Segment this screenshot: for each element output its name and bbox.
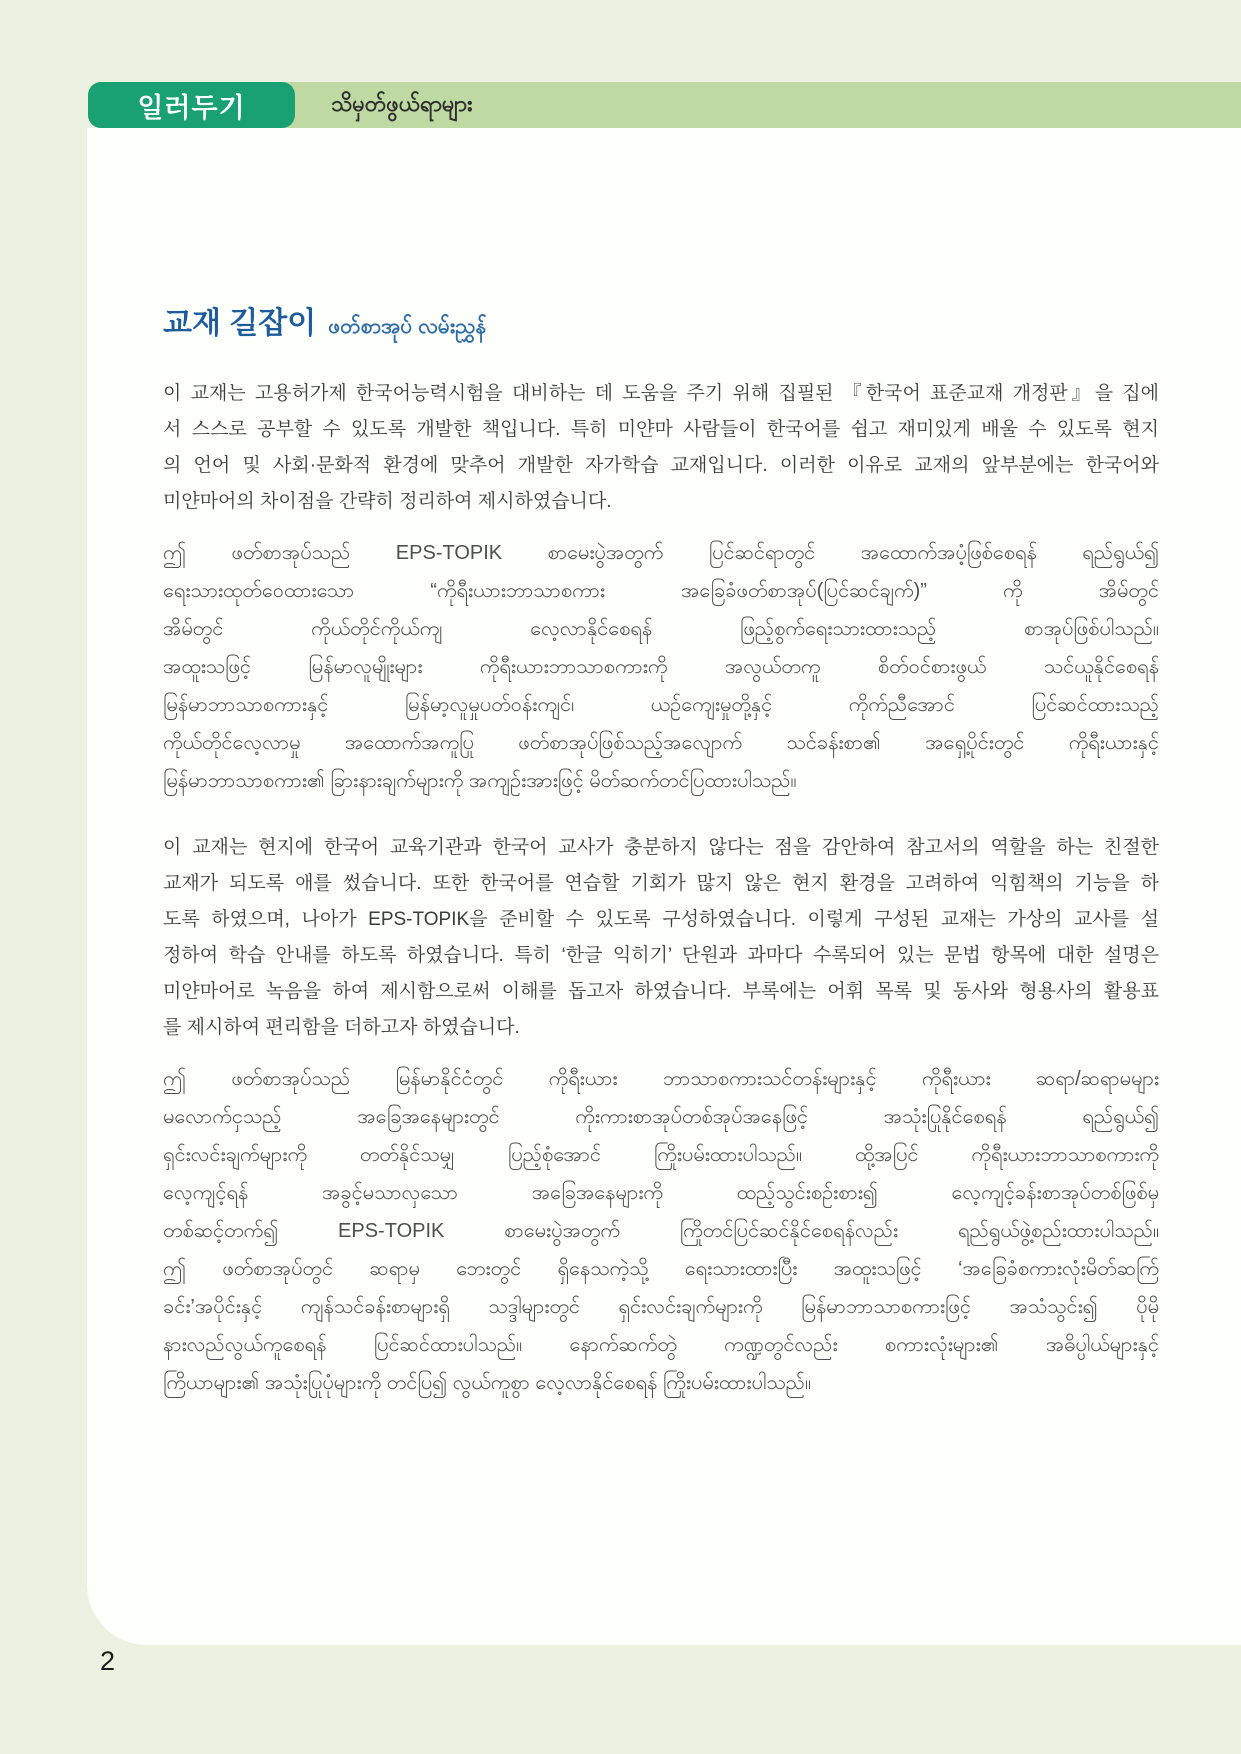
text-line: လေ့ကျင့်ရန် အခွင့်မသာလှသော အခြေအနေများကို ထည့်သွင်းစဉ်းစား၍ လေ့ကျင့်ခန်းစာအုပ်တစ်ဖြစ်မှ	[163, 1182, 1159, 1204]
header-band	[88, 82, 1241, 128]
text-line: 도록 하였으며, 나아가 EPS-TOPIK을 준비할 수 있도록 구성하였습니다. 이렇게 구성된 교재는 가상의 교사를 설	[163, 909, 1159, 930]
text-line: ဤ ဖတ်စာအုပ်သည် မြန်မာနိုင်ငံတွင် ကိုရီးယား ဘာသာစကားသင်တန်းများနှင့် ကိုရီးယား ဆရာ/ဆရာမများ	[163, 1068, 1159, 1090]
text-line: ရေးသားထုတ်ဝေထားသော “ကိုရီးယားဘာသာစကား အခြေခံဖတ်စာအုပ်(ပြင်ဆင်ချက်)” ကို အိမ်တွင်	[163, 580, 1159, 602]
text-line: 이 교재는 고용허가제 한국어능력시험을 대비하는 데 도움을 주기 위해 집필된 『한국어 표준교재 개정판』을 집에	[163, 383, 1159, 404]
text-line: 를 제시하여 편리함을 더하고자 하였습니다.	[163, 1017, 520, 1038]
text-line: နားလည်လွယ်ကူစေရန် ပြင်ဆင်ထားပါသည်။ နောက်ဆက်တွဲ ကဏ္ဍတွင်လည်း စကားလုံးများ၏ အဓိပ္ပါယ်များနှင့်	[163, 1334, 1159, 1356]
text-line: 의 언어 및 사회·문화적 환경에 맞추어 개발한 자가학습 교재입니다. 이러한 이유로 교재의 앞부분에는 한국어와	[163, 455, 1159, 476]
text-line: ကြိယာများ၏ အသုံးပြုပုံများကို တင်ပြ၍ လွယ်ကူစွာ လေ့လာနိုင်စေရန် ကြိုးပမ်းထားပါသည်။	[163, 1372, 812, 1394]
header-tab-label: 일러두기	[137, 92, 246, 123]
doc-title	[163, 298, 1159, 344]
paragraph-burmese-1	[163, 534, 1159, 800]
text-line: 미얀마어로 녹음을 하여 제시함으로써 이해를 돕고자 하였습니다. 부록에는 어휘 목록 및 동사와 형용사의 활용표	[163, 981, 1159, 1002]
header-subtitle: သိမှတ်ဖွယ်ရာများ	[331, 90, 473, 116]
paragraph-burmese-2	[163, 1060, 1159, 1402]
text-line: ကိုယ်တိုင်လေ့လာမှု အထောက်အကူပြု ဖတ်စာအုပ်ဖြစ်သည့်အလျောက် သင်ခန်းစာ၏ အရှေ့ပိုင်းတွင် ကိုရီးယားနှင့်	[163, 732, 1159, 754]
text-line: ဤ ဖတ်စာအုပ်တွင် ဆရာမှ ဘေးတွင် ရှိနေသကဲ့သို့ ရေးသားထားပြီး အထူးသဖြင့် ‘အခြေခံစကားလုံးမိတ်ဆက်ြ	[163, 1258, 1159, 1280]
header-tab	[88, 82, 295, 128]
doc-title-korean: 교재 길잡이	[163, 307, 317, 340]
text-line: မြန်မာဘာသာစကားနှင့် မြန်မာ့လူမှုပတ်ဝန်းကျင်၊ ယဉ်ကျေးမှုတို့နှင့် ကိုက်ညီအောင် ပြင်ဆင်ထားသည့်	[163, 694, 1159, 716]
text-line: အထူးသဖြင့် မြန်မာလူမျိုးများ ကိုရီးယားဘာသာစကားကို အလွယ်တကူ စိတ်ဝင်စားဖွယ် သင်ယူနိုင်စေရန်	[163, 656, 1159, 678]
text-line: မြန်မာဘာသာစကား၏ ခြားနားချက်များကို အကျဉ်းအားဖြင့် မိတ်ဆက်တင်ပြထားပါသည်။	[163, 770, 797, 792]
paragraph-korean-1	[163, 376, 1159, 520]
paragraph-korean-2	[163, 830, 1159, 1046]
text-line: 교재가 되도록 애를 썼습니다. 또한 한국어를 연습할 기회가 많지 않은 현지 환경을 고려하여 익힘책의 기능을 하	[163, 873, 1159, 894]
text-line: ရှင်းလင်းချက်များကို တတ်နိုင်သမျှ ပြည့်စုံအောင် ကြိုးပမ်းထားပါသည်။ ထို့အပြင် ကိုရီးယားဘာသာစကားကို	[163, 1144, 1159, 1166]
text-line: မလောက်ငှသည့် အခြေအနေများတွင် ကိုးကားစာအုပ်တစ်အုပ်အနေဖြင့် အသုံးပြုနိုင်စေရန် ရည်ရွယ်၍	[163, 1106, 1159, 1128]
text-line: ခင်း’အပိုင်းနှင့် ကျန်သင်ခန်းစာများရှိ သဒ္ဒါများတွင် ရှင်းလင်းချက်များကို မြန်မာဘာသာစကားဖြင့် အသံသွင်း၍ ပိုမို	[163, 1296, 1159, 1318]
content-panel	[87, 128, 1241, 1645]
doc-title-burmese: ဖတ်စာအုပ် လမ်းညွှန်	[328, 315, 487, 338]
text-line: 정하여 학습 안내를 하도록 하였습니다. 특히 ‘한글 익히기’ 단원과 과마다 수록되어 있는 문법 항목에 대한 설명은	[163, 945, 1159, 966]
text-line: ဤ ဖတ်စာအုပ်သည် EPS-TOPIK စာမေးပွဲအတွက် ပြင်ဆင်ရာတွင် အထောက်အပံ့ဖြစ်စေရန် ရည်ရွယ်၍	[163, 542, 1159, 564]
text-line: တစ်ဆင့်တက်၍ EPS-TOPIK စာမေးပွဲအတွက် ကြိုတင်ပြင်ဆင်နိုင်စေရန်လည်း ရည်ရွယ်ဖွဲ့စည်းထားပါသည်။	[163, 1220, 1159, 1242]
text-line: 서 스스로 공부할 수 있도록 개발한 책입니다. 특히 미얀마 사람들이 한국어를 쉽고 재미있게 배울 수 있도록 현지	[163, 419, 1159, 440]
page-number: 2	[100, 1646, 116, 1676]
text-line: အိမ်တွင် ကိုယ်တိုင်ကိုယ်ကျ လေ့လာနိုင်စေရန် ဖြည့်စွက်ရေးသားထားသည့် စာအုပ်ဖြစ်ပါသည်။	[163, 618, 1159, 640]
text-line: 미얀마어의 차이점을 간략히 정리하여 제시하였습니다.	[163, 491, 612, 512]
text-line: 이 교재는 현지에 한국어 교육기관과 한국어 교사가 충분하지 않다는 점을 감안하여 참고서의 역할을 하는 친절한	[163, 837, 1159, 858]
